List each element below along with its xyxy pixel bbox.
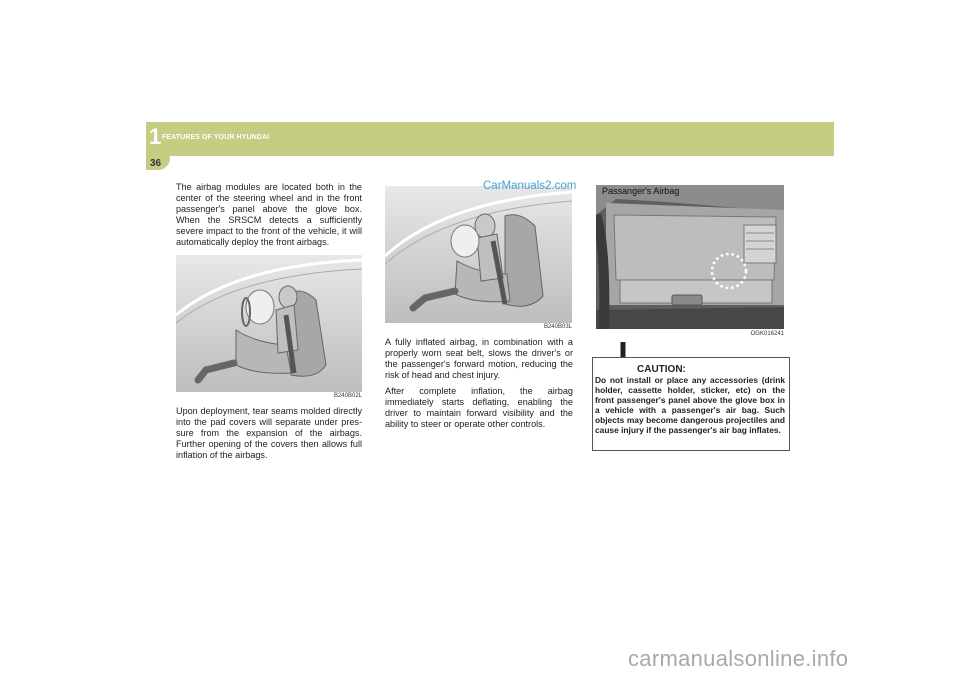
middle-paragraph-1: A fully inflated airbag, in combination with a properly worn seat belt, slows the driver's or the passenger's forward motion, reducing the risk of head and chest injury.: [385, 337, 573, 381]
chapter-number: 1: [149, 124, 162, 149]
figure-label: Passanger's Airbag: [602, 186, 680, 196]
passenger-airbag-illustration: [385, 186, 572, 323]
driver-airbag-illustration: [176, 255, 362, 392]
left-figure-code: B240B02L: [333, 393, 362, 399]
carmanuals-watermark[interactable]: CarManuals2.com: [483, 180, 577, 192]
dashboard-illustration: [596, 185, 784, 329]
driver-airbag-figure: [176, 255, 362, 392]
middle-paragraph-2: After complete inflation, the airbag immediately starts deflating, enabling the driver to maintain forward visibility and the ability to steer or operate other controls.: [385, 386, 573, 430]
caution-text: Do not install or place any accessories (drink holder, cassette holder, sticker, etc) on the front passenger's panel above the glove box in a vehicle with a passenger's air bag. Such objects may become dangerous projectiles and cause injury if the passenger's air bag inflates.: [595, 375, 785, 436]
glovebox-figure: [596, 185, 784, 329]
left-paragraph-2: Upon deployment, tear seams molded directly into the pad covers will separate under pres-sure from the expansion of the airbags. Further opening of the covers then allows full inflation of the airbags.: [176, 406, 362, 461]
passenger-airbag-figure: [385, 186, 572, 323]
right-figure-code: OGK016241: [750, 331, 784, 337]
footer-watermark[interactable]: carmanualsonline.info: [628, 646, 849, 671]
chapter-title: FEATURES OF YOUR HYUNDAI: [162, 134, 270, 141]
left-paragraph-1: The airbag modules are located both in the center of the steering wheel and in the front passenger's panel above the glove box. When the SRSCM detects a sufficiently severe impact to the front of the vehicle, it will automatically deploy the front airbags.: [176, 182, 362, 248]
middle-figure-code: B240B03L: [543, 324, 572, 330]
page-number: 36: [150, 158, 162, 169]
caution-title: CAUTION:: [637, 364, 686, 375]
